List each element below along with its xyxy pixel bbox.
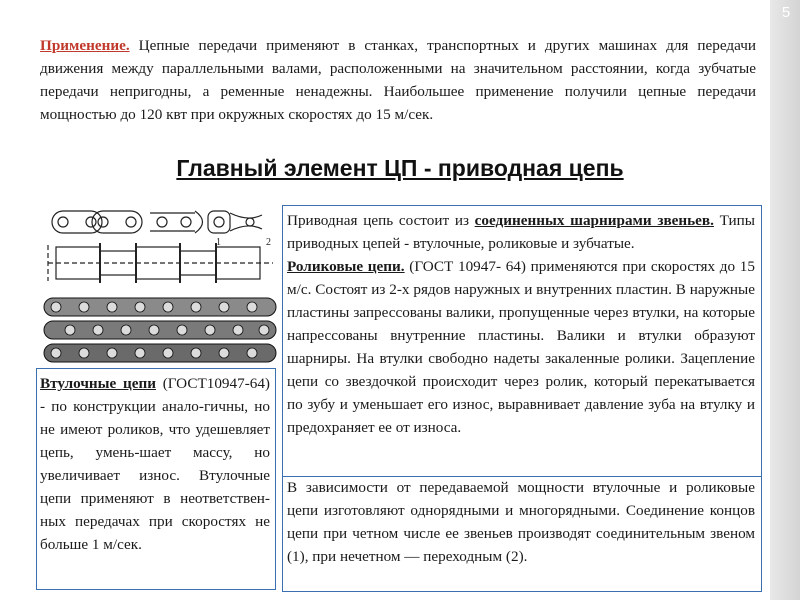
slide-number: 5: [781, 4, 791, 21]
bushing-chain-text: (ГОСТ10947-64) - по конструкции анало-гичны, но не имеют роликов, что удешевляет цепь, умень-шает массу, но увеличивает износ. Втулочные цепи применяют в неответствен-ных передачах при скоростях не больше 1 м/сек.: [40, 375, 270, 553]
drawing-label-1: 1: [216, 237, 221, 248]
drive-chain-intro: Приводная цепь состоит из: [287, 212, 475, 229]
jointed-links-term: соединенных шарнирами звеньев.: [474, 212, 714, 229]
chain-types-text: Типы приводных цепей - втулочные, роликовые и зубчатые.: [287, 212, 756, 252]
intro-text: Цепные передачи применяют в станках, транспортных и других машинах для передачи движения между параллельными валами, расположенными на значительном расстоянии, когда зубчатые передачи непригодны, а ременные ненадежны. Наибольшее применение получили цепные передачи мощностью до 120 квт при окружных скоростях до 15 м/сек.: [40, 37, 756, 123]
drawing-label-2: 2: [266, 237, 271, 248]
bushing-chain-title: Втулочные цепи: [40, 375, 156, 392]
roller-chains-term: Роликовые цепи.: [287, 258, 405, 275]
chain-illustration: [40, 203, 280, 373]
intro-paragraph: [40, 34, 756, 126]
roller-chain-paragraph: [287, 209, 755, 439]
intro-keyword: Применение.: [40, 37, 130, 54]
chain-drawing-svg: [40, 203, 280, 373]
slide-side-bar: [770, 0, 800, 600]
section-heading: Главный элемент ЦП - приводная цепь: [176, 155, 624, 181]
roller-chains-text: (ГОСТ 10947- 64) применяются при скоростях до 15 м/с. Состоят из 2-х рядов наружных и внутренних пластин. В наружные пластины запрессованы валики, пропущенные через втулки, на которые напрессованы внутренние пластины. Валики и втулки образуют шарниры. На втулки свободно надеты закаленные ролики. Зацепление цепи со звездочкой происходит через ролик, который перекатывается по зубу и уменьшает его износ, выравнивает давление зуба на втулку и предохраняет ее от износа.: [287, 258, 755, 436]
bushing-chain-paragraph: [40, 372, 270, 556]
chain-rows-paragraph: В зависимости от передаваемой мощности втулочные и роликовые цепи изготовляют однорядными и многорядными. Соединение концов цепи при четном числе ее звеньев производят соединительным звеном (1), при нечетном — переходным (2).: [287, 479, 755, 565]
